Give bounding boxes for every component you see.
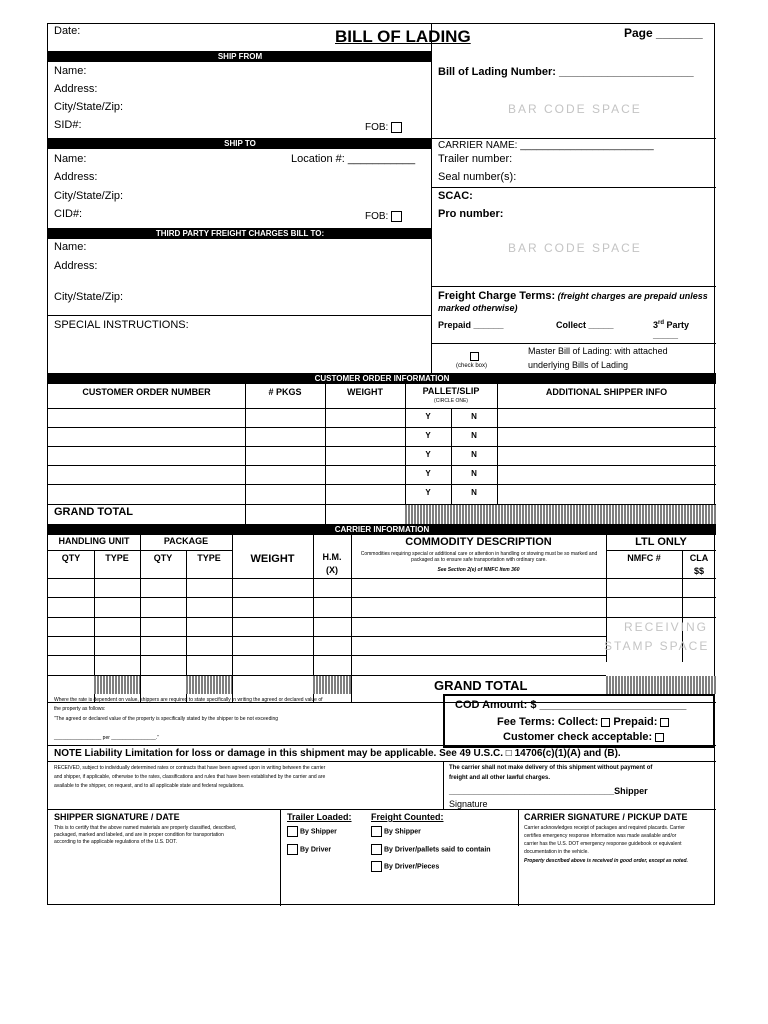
freight-terms-note: (freight charges are prepaid unless marked otherwise) bbox=[438, 291, 708, 313]
date-label: Date: bbox=[54, 25, 81, 37]
third-party-address[interactable]: Address: bbox=[54, 260, 98, 272]
customer-check-checkbox[interactable] bbox=[655, 733, 664, 742]
carrier-name-label[interactable]: CARRIER NAME: ________________________ bbox=[438, 140, 654, 151]
customer-grand-total: GRAND TOTAL bbox=[54, 506, 134, 518]
third-party-field[interactable]: 3rd Party _____ bbox=[653, 320, 690, 340]
col-hm-x: (X) bbox=[326, 565, 338, 575]
received-line3: available to the shipper, on request, and to all applicable state and federal regulations. bbox=[54, 783, 245, 789]
declared-value-line2: the property as follows: bbox=[54, 706, 106, 712]
master-bol-line2: underlying Bills of Lading bbox=[528, 360, 629, 370]
ship-to-fob-checkbox[interactable] bbox=[391, 211, 402, 222]
trailer-shipper-checkbox[interactable] bbox=[287, 826, 298, 837]
carrier-info-bar: CARRIER INFORMATION bbox=[48, 524, 716, 535]
counted-pallets-checkbox[interactable] bbox=[371, 844, 382, 855]
cod-box bbox=[443, 694, 715, 748]
shipper-cert-line1: This is to certify that the above named materials are properly classified, described, bbox=[54, 825, 237, 831]
third-party-city[interactable]: City/State/Zip: bbox=[54, 291, 124, 303]
ship-to-fob bbox=[365, 211, 402, 222]
seal-number-label[interactable]: Seal number(s): bbox=[438, 171, 517, 183]
freight-counted-shipper: By Shipper bbox=[371, 826, 421, 837]
trailer-loaded-driver: By Driver bbox=[287, 844, 331, 855]
col-ltl-only: LTL ONLY bbox=[635, 536, 687, 548]
col-pkg-type: TYPE bbox=[197, 553, 221, 563]
col-package: PACKAGE bbox=[163, 536, 209, 546]
trailer-driver-checkbox[interactable] bbox=[287, 844, 298, 855]
col-pkgs: # PKGS bbox=[268, 387, 302, 397]
carrier-grand-total: GRAND TOTAL bbox=[434, 678, 528, 693]
fob-label: FOB: bbox=[365, 122, 389, 134]
shipper-signature-line[interactable]: _________________________________Shipper bbox=[449, 786, 648, 796]
section-divider bbox=[431, 24, 432, 379]
col-handling-unit: HANDLING UNIT bbox=[58, 536, 130, 546]
col-pallet-slip: PALLET/SLIP bbox=[422, 386, 480, 396]
ship-to-city[interactable]: City/State/Zip: bbox=[54, 190, 124, 202]
barcode-space-1: BAR CODE SPACE bbox=[508, 102, 642, 116]
special-instructions-label[interactable]: SPECIAL INSTRUCTIONS: bbox=[54, 319, 189, 331]
ship-to-location[interactable]: Location #: ___________ bbox=[291, 153, 416, 165]
col-pkg-qty: QTY bbox=[153, 553, 173, 563]
col-hu-qty: QTY bbox=[61, 553, 81, 563]
carrier-cert-line1: Carrier acknowledges receipt of packages and required placards. Carrier bbox=[524, 825, 685, 831]
fee-terms: Fee Terms: Collect: Prepaid: bbox=[497, 716, 669, 728]
pallet-n-5[interactable]: N bbox=[471, 488, 477, 497]
bol-number-label[interactable]: Bill of Lading Number: ______________________ bbox=[438, 66, 694, 78]
carrier-cert-line2: certifies emergency response information was made available and/or bbox=[524, 833, 677, 839]
liability-note: NOTE Liability Limitation for loss or damage in this shipment may be applicable. See 49 U.S.C. □ 14706(c)(1)(A) and (B). bbox=[54, 748, 621, 759]
master-bol-checkbox[interactable] bbox=[470, 352, 479, 361]
received-line1: RECEIVED, subject to individually determined rates or contracts that have been agreed upon in writing between the carrier bbox=[54, 765, 326, 771]
page-label[interactable]: Page _______ bbox=[624, 26, 703, 40]
freight-counted-pallets: By Driver/pallets said to contain bbox=[371, 844, 491, 855]
carrier-delivery-line1: The carrier shall not make delivery of this shipment without payment of bbox=[449, 765, 653, 771]
shipper-cert-line3: according to the applicable regulations of the U.S. DOT. bbox=[54, 839, 178, 845]
signature-label: Signature bbox=[449, 799, 488, 809]
third-party-bar: THIRD PARTY FREIGHT CHARGES BILL TO: bbox=[48, 228, 432, 239]
master-bol-line1: Master Bill of Lading: with attached bbox=[528, 346, 668, 356]
pro-number-label[interactable]: Pro number: bbox=[438, 208, 504, 220]
ship-to-name[interactable]: Name: bbox=[54, 153, 87, 165]
trailer-loaded-shipper: By Shipper bbox=[287, 826, 337, 837]
carrier-cert-line5: Property described above is received in good order, except as noted. bbox=[524, 858, 688, 864]
customer-order-bar: CUSTOMER ORDER INFORMATION bbox=[48, 373, 716, 384]
bill-of-lading-form bbox=[47, 23, 715, 905]
declared-value-line4[interactable]: _________________ per ________________.” bbox=[54, 735, 159, 741]
received-line2: and shipper, if applicable, otherwise to the rates, classifications and rules that have been established by the carrier and are bbox=[54, 774, 326, 780]
ship-to-address[interactable]: Address: bbox=[54, 171, 98, 183]
cod-amount[interactable]: COD Amount: $ ________________________ bbox=[455, 699, 687, 711]
ship-from-bar: SHIP FROM bbox=[48, 51, 432, 62]
col-hu-type: TYPE bbox=[105, 553, 129, 563]
carrier-cert-line4: documentation in the vehicle. bbox=[524, 849, 589, 855]
col-additional-shipper-info: ADDITIONAL SHIPPER INFO bbox=[545, 387, 668, 397]
carrier-delivery-line2: freight and all other lawful charges. bbox=[449, 775, 551, 781]
customer-check: Customer check acceptable: bbox=[503, 731, 664, 743]
collect-field[interactable]: Collect _____ bbox=[556, 320, 614, 330]
counted-shipper-checkbox[interactable] bbox=[371, 826, 382, 837]
pallet-n-1[interactable]: N bbox=[471, 412, 477, 421]
fee-prepaid-checkbox[interactable] bbox=[660, 718, 669, 727]
third-party-name[interactable]: Name: bbox=[54, 241, 87, 253]
col-customer-order-number: CUSTOMER ORDER NUMBER bbox=[82, 387, 211, 397]
counted-pieces-checkbox[interactable] bbox=[371, 861, 382, 872]
commodity-reference: See Section 2(e) of NMFC Item 360 bbox=[437, 567, 520, 573]
pallet-y-5[interactable]: Y bbox=[425, 488, 431, 497]
pallet-y-4[interactable]: Y bbox=[425, 469, 431, 478]
pallet-n-2[interactable]: N bbox=[471, 431, 477, 440]
col-class: CLA bbox=[689, 553, 709, 563]
pallet-y-3[interactable]: Y bbox=[425, 450, 431, 459]
scac-label[interactable]: SCAC: bbox=[438, 190, 473, 202]
prepaid-field[interactable]: Prepaid ______ bbox=[438, 320, 504, 330]
ship-from-fob bbox=[365, 122, 402, 133]
freight-counted-pieces: By Driver/Pieces bbox=[371, 861, 439, 872]
carrier-signature-title: CARRIER SIGNATURE / PICKUP DATE bbox=[524, 812, 688, 822]
fob-label: FOB: bbox=[365, 211, 389, 223]
ship-from-sid[interactable]: SID#: bbox=[54, 119, 82, 131]
pallet-y-2[interactable]: Y bbox=[425, 431, 431, 440]
col-class-ss: $$ bbox=[693, 566, 704, 576]
stamp-space-label: STAMP SPACE bbox=[604, 639, 710, 653]
ship-from-name[interactable]: Name: bbox=[54, 65, 87, 77]
pallet-y-1[interactable]: Y bbox=[425, 412, 431, 421]
col-hm: H.M. bbox=[322, 552, 342, 562]
shipper-signature-title: SHIPPER SIGNATURE / DATE bbox=[54, 812, 180, 822]
trailer-loaded-title: Trailer Loaded: bbox=[287, 812, 352, 822]
carrier-cert-line3: carrier has the U.S. DOT emergency response guidebook or equivalent bbox=[524, 841, 682, 847]
pallet-n-4[interactable]: N bbox=[471, 469, 477, 478]
col-commodity-description: COMMODITY DESCRIPTION bbox=[405, 536, 552, 548]
receiving-label: RECEIVING bbox=[624, 620, 709, 634]
grand-total-shaded bbox=[405, 505, 716, 524]
form-title: BILL OF LADING bbox=[335, 27, 471, 46]
ship-to-cid[interactable]: CID#: bbox=[54, 208, 83, 220]
col-weight: WEIGHT bbox=[347, 387, 383, 397]
ship-to-bar: SHIP TO bbox=[48, 138, 432, 149]
shipper-cert-line2: packaged, marked and labeled, and are in proper condition for transportation bbox=[54, 832, 224, 838]
freight-counted-title: Freight Counted: bbox=[371, 812, 444, 822]
col-circle-one: (CIRCLE ONE) bbox=[434, 398, 468, 404]
commodity-note: Commodities requiring special or additional care or attention in handling or stowing must be so marked and packaged as to ensure safe transportation with ordinary care. bbox=[360, 551, 598, 563]
pallet-n-3[interactable]: N bbox=[471, 450, 477, 459]
declared-value-line1: Where the rate is dependent on value, shippers are required to state specifically in writing the agreed or declared value of bbox=[54, 697, 323, 703]
freight-charge-terms bbox=[438, 290, 710, 314]
barcode-space-2: BAR CODE SPACE bbox=[508, 241, 642, 255]
ship-from-city[interactable]: City/State/Zip: bbox=[54, 101, 124, 113]
trailer-number-label[interactable]: Trailer number: bbox=[438, 153, 513, 165]
ship-from-fob-checkbox[interactable] bbox=[391, 122, 402, 133]
ship-from-address[interactable]: Address: bbox=[54, 83, 98, 95]
declared-value-line3: “The agreed or declared value of the property is specifically stated by the shipper to be not exceeding bbox=[54, 716, 279, 722]
freight-terms-label: Freight Charge Terms: bbox=[438, 290, 556, 302]
col-nmfc: NMFC # bbox=[627, 553, 661, 563]
check-box-label: (check box) bbox=[456, 363, 488, 369]
fee-collect-checkbox[interactable] bbox=[601, 718, 610, 727]
col-weight: WEIGHT bbox=[250, 553, 295, 565]
